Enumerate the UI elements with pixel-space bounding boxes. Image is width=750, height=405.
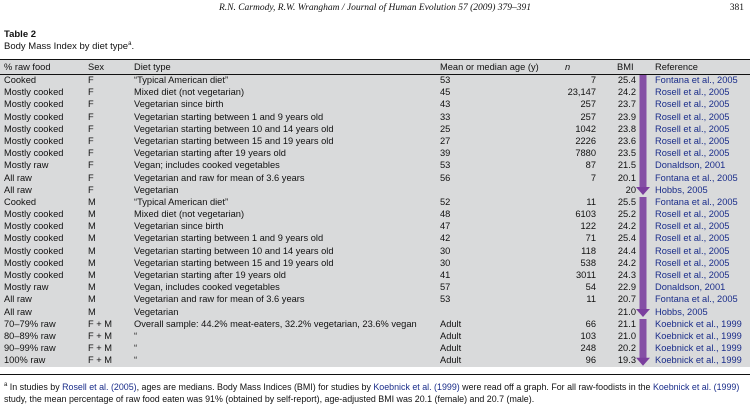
cell-reference[interactable]: Koebnick et al., 1999 [655,355,742,366]
cell-bmi: 19.3 [617,355,636,366]
cell-reference[interactable]: Koebnick et al., 1999 [655,343,742,354]
cell-age: 30 [440,245,451,256]
cell-n: 23,147 [567,87,596,98]
cell-bmi: 23.6 [617,135,636,146]
cell-age: Adult [440,330,462,341]
cell-sex: F [88,75,94,85]
cell-bmi: 24.3 [617,270,636,280]
cell-age: 53 [440,160,451,171]
cell-sex: M [88,306,96,317]
cell-age: 57 [440,282,451,293]
table-row [0,245,750,257]
cell-raw-food: Cooked [4,196,37,207]
cell-sex: M [88,209,96,220]
cell-sex: M [88,282,96,293]
cell-diet-type: Vegetarian [134,306,179,317]
cell-age: 56 [440,172,451,183]
cell-age: 41 [440,270,451,280]
cell-reference[interactable]: Fontana et al., 2005 [655,196,738,207]
table-row [0,184,750,196]
cell-n: 66 [585,318,596,329]
cell-raw-food: All raw [4,172,32,183]
cell-bmi: 21.5 [617,160,636,171]
table-row [0,172,750,184]
cell-bmi: 21.0 [617,330,636,341]
header-reference: Reference [655,62,698,72]
cell-diet-type: “ [134,330,138,341]
footnote-mark: a [4,382,8,388]
cell-age: 39 [440,148,451,159]
journal-citation: R.N. Carmody, R.W. Wrangham / Journal of Human Evolution 57 (2009) 379–391 [218,3,532,13]
cell-reference[interactable]: Rosell et al., 2005 [655,209,730,220]
cell-age: 53 [440,75,451,85]
cell-sex: F [88,135,94,146]
table-row [0,86,750,98]
footnote-text-4: study, the mean percentage of raw food eaten was 91% (obtained by self-report), age-adjusted BMI was 20.1 (female) and 20.7 (male). [4,393,535,404]
cell-age: Adult [440,318,462,329]
header-age: Mean or median age (y) [440,62,539,72]
cell-sex: F [88,184,94,195]
cell-sex: M [88,257,96,268]
running-head [0,3,750,17]
cell-age: 47 [440,221,451,232]
cell-sex: F + M [88,318,113,329]
cell-raw-food: Mostly cooked [4,123,64,134]
cell-age: 45 [440,87,451,98]
cell-n: 3011 [576,270,596,280]
cell-bmi: 25.2 [617,209,636,220]
cell-sex: M [88,294,96,305]
cell-sex: M [88,233,96,244]
cell-diet-type: Overall sample: 44.2% meat-eaters, 32.2% vegetarian, 23.6% vegan [134,318,417,329]
cell-reference[interactable]: Rosell et al., 2005 [655,245,730,256]
table-body [0,74,750,367]
cell-raw-food: 100% raw [4,355,46,366]
cell-age: 30 [440,257,451,268]
cell-age: 42 [440,233,451,244]
cell-bmi: 24.2 [617,257,636,268]
cell-sex: M [88,245,96,256]
cell-reference[interactable]: Donaldson, 2001 [655,282,726,293]
cell-raw-food: Mostly cooked [4,209,64,220]
cell-raw-food: Mostly raw [4,282,49,293]
cell-diet-type: Mixed diet (not vegetarian) [134,209,245,220]
cell-n: 7 [590,75,596,85]
cell-bmi: 23.8 [617,123,636,134]
table-row [0,330,750,342]
table-title: Table 2 [4,29,37,40]
table-row [0,135,750,147]
cell-reference[interactable]: Koebnick et al., 1999 [655,330,742,341]
cell-sex: F [88,99,94,110]
table-row [0,281,750,293]
cell-bmi: 25.4 [617,233,636,244]
cell-reference[interactable]: Donaldson, 2001 [655,160,726,171]
cell-reference[interactable]: Rosell et al., 2005 [655,123,730,134]
table-row [0,257,750,269]
footnote-ref-rosell[interactable]: Rosell et al. (2005) [62,381,137,392]
cell-bmi: 20 [625,184,636,195]
cell-n: 257 [580,111,596,122]
header-sex: Sex [88,62,105,72]
cell-raw-food: Mostly cooked [4,99,64,110]
table-row [0,318,750,330]
footnote-text-3: were read off a graph. For all raw-foodists in the [459,381,653,392]
cell-bmi: 20.2 [617,343,636,354]
cell-raw-food: Mostly cooked [4,87,64,98]
cell-diet-type: “ [134,343,138,354]
cell-diet-type: Vegetarian starting between 1 and 9 years old [134,111,324,122]
table-row [0,159,750,171]
cell-reference[interactable]: Rosell et al., 2005 [655,221,730,232]
cell-age: 43 [440,99,451,110]
cell-sex: F [88,123,94,134]
cell-sex: F [88,148,94,159]
cell-age: 27 [440,135,451,146]
cell-raw-food: Mostly cooked [4,245,64,256]
cell-age: 53 [440,294,451,305]
cell-diet-type: Mixed diet (not vegetarian) [134,87,245,98]
cell-bmi: 20.7 [617,294,636,305]
cell-bmi: 21.0 [617,306,636,317]
table-caption-text: Body Mass Index by diet type [4,41,129,53]
cell-n: 538 [580,257,596,268]
cell-n: 1042 [575,123,596,134]
cell-reference[interactable]: Rosell et al., 2005 [655,233,730,244]
cell-n: 2226 [575,135,596,146]
cell-sex: F + M [88,355,113,366]
cell-raw-food: 90–99% raw [4,343,56,354]
cell-sex: M [88,270,96,280]
cell-diet-type: Vegetarian starting between 10 and 14 years old [134,123,334,134]
cell-bmi: 24.2 [617,87,636,98]
table-row [0,354,750,366]
table-row [0,147,750,159]
cell-reference[interactable]: Rosell et al., 2005 [655,257,730,268]
cell-raw-food: Mostly cooked [4,233,64,244]
cell-reference[interactable]: Fontana et al., 2005 [655,294,738,305]
cell-sex: M [88,196,96,207]
footnote-ref-koebnick-2[interactable]: Koebnick et al. (1999) [652,381,740,392]
cell-bmi: 21.1 [617,318,636,329]
table-row [0,220,750,232]
cell-raw-food: Mostly raw [4,160,49,171]
cell-age: Adult [440,355,462,366]
cell-raw-food: Mostly cooked [4,111,64,122]
cell-bmi: 25.4 [617,75,636,85]
cell-diet-type: Vegetarian starting between 15 and 19 years old [134,257,334,268]
cell-bmi: 25.5 [617,196,636,207]
cell-n: 96 [585,355,596,366]
cell-raw-food: 80–89% raw [4,330,56,341]
table-row [0,342,750,354]
cell-n: 11 [586,196,596,207]
cell-age: 25 [440,123,451,134]
cell-diet-type: “Typical American diet” [134,196,229,207]
cell-reference[interactable]: Koebnick et al., 1999 [655,318,742,329]
cell-diet-type: Vegetarian starting after 19 years old [134,148,286,159]
cell-diet-type: Vegetarian starting between 10 and 14 years old [134,245,334,256]
cell-reference[interactable]: Fontana et al., 2005 [655,75,738,85]
footnote-text-1: In studies by [7,381,63,392]
table-row [0,208,750,220]
cell-raw-food: Mostly cooked [4,257,64,268]
cell-bmi: 23.5 [617,148,636,159]
table-row [0,196,750,208]
table-row [0,306,750,318]
cell-age: Adult [440,343,462,354]
cell-age: 52 [440,196,451,207]
cell-bmi: 23.7 [617,99,636,110]
table-row [0,232,750,244]
footnote-ref-koebnick-1[interactable]: Koebnick et al. (1999) [373,381,460,392]
table-bottom-rule [0,374,750,375]
cell-n: 257 [580,99,596,110]
cell-age: 48 [440,209,451,220]
cell-n: 122 [580,221,596,232]
cell-bmi: 24.4 [617,245,636,256]
cell-age: 33 [440,111,451,122]
cell-reference[interactable]: Rosell et al., 2005 [655,135,730,146]
cell-diet-type: Vegetarian starting after 19 years old [134,270,286,280]
cell-raw-food: All raw [4,306,32,317]
table-row [0,293,750,305]
table-header-row [0,60,750,74]
table-row [0,74,750,86]
page-number: 381 [729,3,744,13]
cell-diet-type: Vegetarian starting between 15 and 19 years old [134,135,334,146]
table-caption: Body Mass Index by diet type$^a$. [4,41,135,53]
cell-reference[interactable]: Rosell et al., 2005 [655,99,730,110]
table-footnote [4,379,746,405]
cell-n: 6103 [575,209,596,220]
cell-n: 7 [590,172,596,183]
cell-bmi: 23.9 [617,111,636,122]
cell-reference[interactable]: Rosell et al., 2005 [655,87,730,98]
cell-raw-food: All raw [4,184,32,195]
cell-diet-type: “ [134,355,138,366]
cell-n: 248 [580,343,596,354]
cell-raw-food: Cooked [4,75,37,85]
cell-reference[interactable]: Hobbs, 2005 [655,306,708,317]
cell-n: 7880 [575,148,596,159]
footnote-text-2: , ages are medians. Body Mass Indices (BMI) for studies by [136,381,374,392]
cell-diet-type: Vegan; includes cooked vegetables [134,160,280,171]
cell-raw-food: Mostly cooked [4,135,64,146]
cell-reference[interactable]: Rosell et al., 2005 [655,270,730,280]
cell-diet-type: Vegetarian and raw for mean of 3.6 years [134,294,305,305]
cell-diet-type: Vegetarian since birth [134,221,224,232]
header-n: n [565,62,571,72]
cell-sex: F + M [88,330,113,341]
cell-raw-food: Mostly cooked [4,148,64,159]
caption-footnote-mark: a [128,41,132,47]
cell-diet-type: “Typical American diet” [134,75,229,85]
table-row [0,111,750,123]
cell-n: 54 [585,282,596,293]
cell-bmi: 22.9 [617,282,636,293]
cell-diet-type: Vegetarian starting between 1 and 9 years old [134,233,324,244]
cell-reference[interactable]: Rosell et al., 2005 [655,148,730,159]
cell-raw-food: All raw [4,294,32,305]
cell-diet-type: Vegetarian [134,184,179,195]
cell-n: 11 [586,294,596,305]
table-row [0,269,750,281]
cell-sex: F + M [88,343,113,354]
cell-bmi: 20.1 [617,172,636,183]
cell-diet-type: Vegetarian since birth [134,99,224,110]
cell-sex: F [88,172,94,183]
cell-reference[interactable]: Rosell et al., 2005 [655,111,730,122]
cell-sex: M [88,221,96,232]
cell-sex: F [88,111,94,122]
header-diet-type: Diet type [134,62,171,72]
cell-n: 103 [580,330,596,341]
data-table [0,60,750,367]
header-bmi: BMI [617,62,634,72]
cell-n: 118 [581,245,596,256]
cell-bmi: 24.2 [617,221,636,232]
cell-raw-food: Mostly cooked [4,221,64,232]
cell-n: 71 [585,233,596,244]
cell-raw-food: Mostly cooked [4,270,64,280]
cell-diet-type: Vegan, includes cooked vegetables [134,282,280,293]
table-row [0,98,750,110]
cell-sex: F [88,160,94,171]
table-row [0,123,750,135]
cell-raw-food: 70–79% raw [4,318,56,329]
cell-reference[interactable]: Hobbs, 2005 [655,184,708,195]
cell-reference[interactable]: Fontana et al., 2005 [655,172,738,183]
cell-n: 87 [585,160,596,171]
cell-diet-type: Vegetarian and raw for mean of 3.6 years [134,172,305,183]
cell-sex: F [88,87,94,98]
header-raw-food: % raw food [4,62,51,72]
